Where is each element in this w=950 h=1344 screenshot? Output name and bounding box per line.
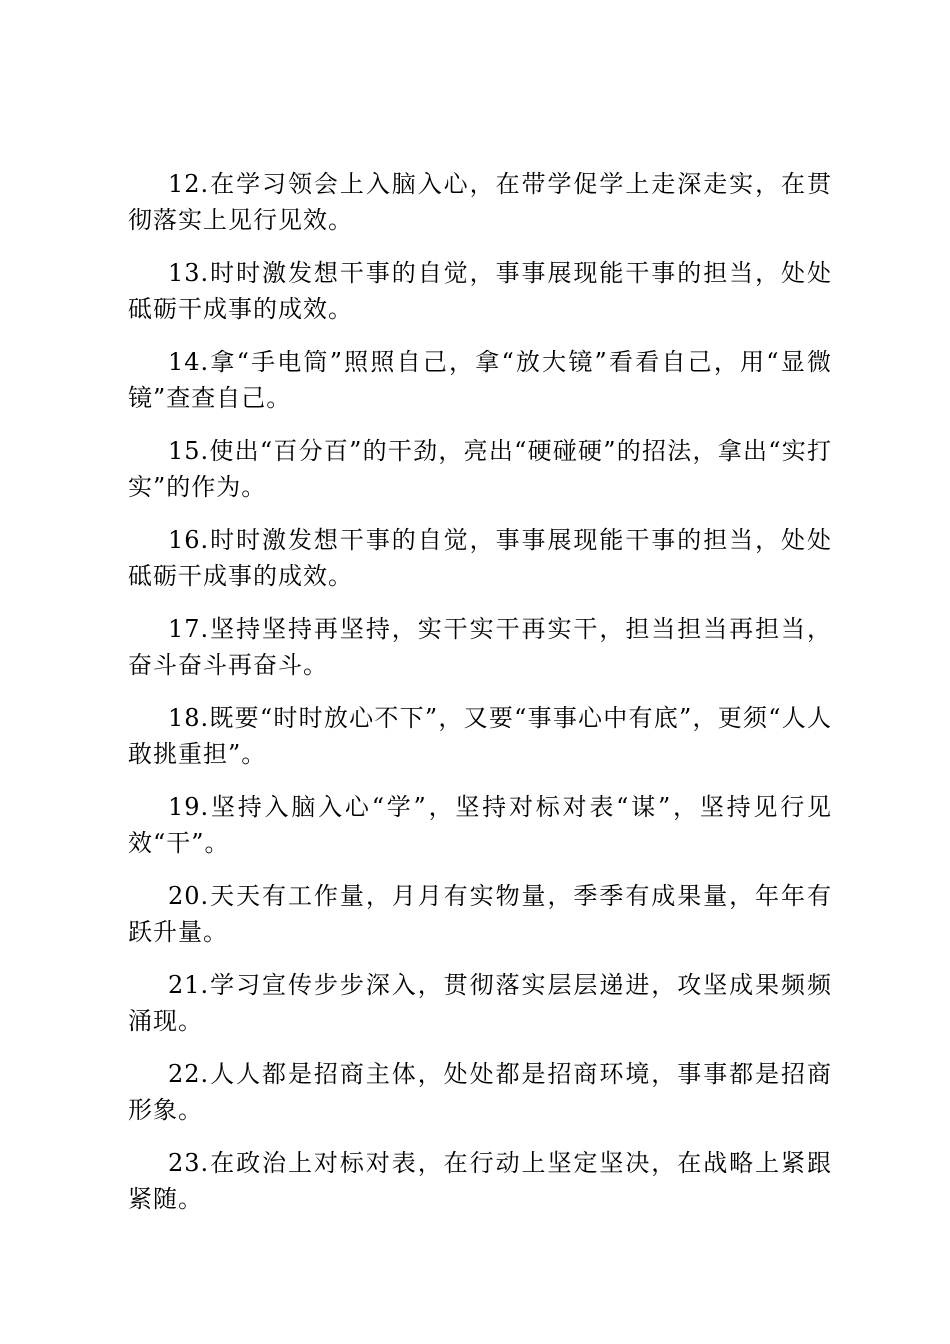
paragraph-18: 18.既要“时时放心不下”，又要“事事心中有底”，更须“人人敢挑重担”。 <box>128 704 832 768</box>
paragraph-13: 13.时时激发想干事的自觉，事事展现能干事的担当，处处砥砺干成事的成效。 <box>128 259 832 323</box>
paragraph-16: 16.时时激发想干事的自觉，事事展现能干事的担当，处处砥砺干成事的成效。 <box>128 526 832 590</box>
paragraph-20: 20.天天有工作量，月月有实物量，季季有成果量，年年有跃升量。 <box>128 882 832 946</box>
paragraph-14: 14.拿“手电筒”照照自己，拿“放大镜”看看自己，用“显微镜”查查自己。 <box>128 348 832 412</box>
paragraph-22: 22.人人都是招商主体，处处都是招商环境，事事都是招商形象。 <box>128 1060 832 1124</box>
paragraph-21: 21.学习宣传步步深入，贯彻落实层层递进，攻坚成果频频涌现。 <box>128 971 832 1035</box>
paragraph-15: 15.使出“百分百”的干劲，亮出“硬碰硬”的招法，拿出“实打实”的作为。 <box>128 437 832 501</box>
paragraph-19: 19.坚持入脑入心“学”，坚持对标对表“谋”，坚持见行见效“干”。 <box>128 793 832 857</box>
paragraph-23: 23.在政治上对标对表，在行动上坚定坚决，在战略上紧跟紧随。 <box>128 1149 832 1213</box>
document-page <box>128 166 832 1234</box>
paragraph-17: 17.坚持坚持再坚持，实干实干再实干，担当担当再担当，奋斗奋斗再奋斗。 <box>128 615 832 679</box>
paragraph-12: 12.在学习领会上入脑入心，在带学促学上走深走实，在贯彻落实上见行见效。 <box>128 170 832 234</box>
